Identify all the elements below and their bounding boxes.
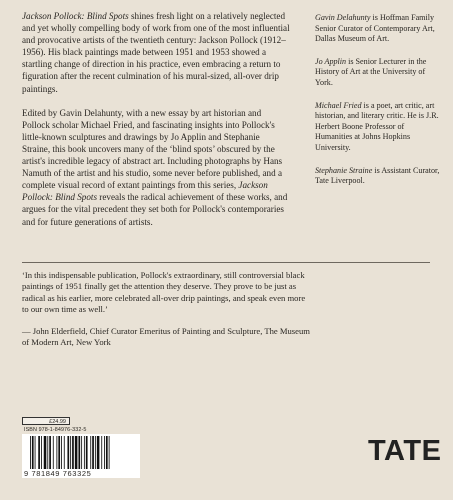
review-quote: [22, 270, 312, 348]
bio-name: Jo Applin: [315, 56, 347, 66]
bio-text: is a poet, art critic, art historian, and literary critic. He is J.R. Herbert Boone Professor of Humanities at Johns Hopkins University.: [315, 100, 439, 152]
price-label: £24.99: [22, 417, 70, 425]
bio-name: Gavin Delahunty: [315, 13, 371, 22]
isbn-label: ISBN 978-1-84976-332-5: [24, 427, 87, 433]
divider-rule: [22, 262, 430, 263]
bio-gavin-delahunty: [315, 13, 443, 45]
paragraph-text: Edited by Gavin Delahunty, with a new essay by art historian and Pollock scholar Michael Fried, and fascinating insights into Pollock's little-known sculptures and drawings by Jo Applin and Stephanie Straine, this book uncovers many of the ‘blind spots’ obscured by the artist's incredible legacy of abstract art. Including photographs by Hans Namuth of the artist and his studio, some never before published, and a complete visual record of extant paintings from this series,: [22, 107, 283, 191]
quote-text: ‘In this indispensable publication, Pollock's extraordinary, still controversial black paintings of 1951 finally get the attention they deserve. They prove to be just as radical as his earlier, more celebrated all-over drip paintings, and speak even more to our own time as well.’: [22, 270, 306, 315]
paragraph-text: shines fresh light on a relatively neglected and yet wholly compelling body of work from one of the most influential and provocative artists of the twentieth century: Jackson Pollock (1912–1956). His black paintings made between 1951 and 1953 showed a startling change of direction in his practice, even embracing a return to figuration after the recent culmination of his mural-sized, all-over drip paintings.: [22, 11, 290, 94]
barcode-bars: [30, 436, 132, 469]
main-description: [22, 10, 290, 242]
bio-text: is Hoffman Family Senior Curator of Contemporary Art, Dallas Museum of Art.: [315, 13, 435, 44]
paragraph-text: reveals the radical achievement of these works, and argues for the vital precedent they set both for Pollock's contemporaries and for future generations of artists.: [22, 192, 288, 227]
contributor-bios: [315, 13, 443, 199]
bio-name: Michael Fried: [315, 100, 362, 110]
description-paragraph-1: [22, 10, 290, 95]
barcode-digits: 9 781849 763325: [24, 469, 92, 478]
bio-text: is Senior Lecturer in the History of Art at the University of York.: [315, 56, 427, 87]
bio-stephanie-straine: [315, 166, 443, 187]
description-paragraph-2: [22, 107, 290, 228]
quote-attribution: — John Elderfield, Chief Curator Emeritus of Painting and Sculpture, The Museum of Modern Art, New York: [22, 325, 310, 348]
bio-jo-applin: [315, 57, 443, 89]
book-title: Jackson Pollock: Blind Spots: [22, 180, 268, 203]
bio-text: is Assistant Curator, Tate Liverpool.: [315, 165, 440, 186]
bio-name: Stephanie Straine: [315, 165, 373, 175]
bio-michael-fried: [315, 101, 443, 154]
tate-logo: TATE: [368, 435, 442, 467]
barcode: [22, 434, 140, 478]
book-title: Jackson Pollock: Blind Spots: [22, 11, 129, 21]
